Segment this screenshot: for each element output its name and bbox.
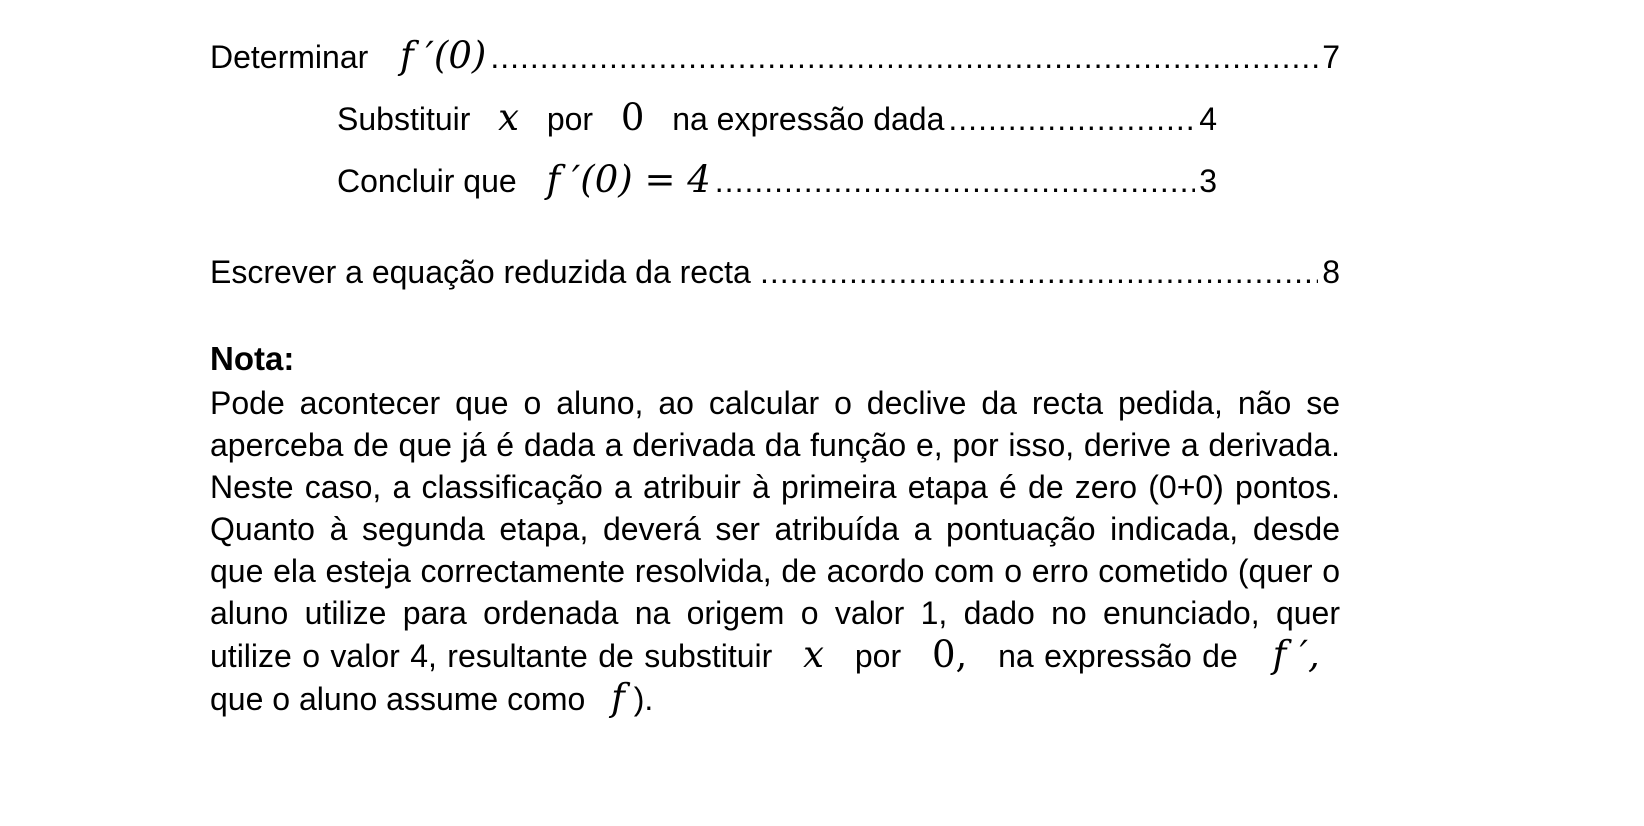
criterion-label (337, 96, 944, 139)
math-f: f (611, 676, 625, 719)
criterion-label (210, 34, 486, 77)
criterion-points: 8 (1322, 254, 1340, 290)
criterion-label (337, 158, 711, 201)
note-heading: Nota: (210, 340, 295, 377)
dot-leader (948, 101, 1195, 138)
note-text: Pode acontecer que o aluno, ao calcular o declive da recta pedida, não se aperceba de que já é dada a derivada da função e, por isso, derive a derivada. Neste caso, a classificação a atribuir à primeira etapa é de zero (0+0) pontos. Quanto à segunda etapa, deverá ser atribuída a pontuação indicada, desde que ela esteja correctamente resolvida, de acordo com o erro cometido (quer o aluno utilize para ordenada na origem o valor 1, dado no enunciado, quer utilize o valor 4, resultante de substituir (210, 385, 1340, 674)
dot-leader (715, 163, 1195, 200)
dot-leader (760, 254, 1318, 291)
criterion-text: Concluir que (337, 163, 517, 199)
math-zero: 0 (620, 96, 645, 139)
criterion-conclude (337, 158, 1217, 201)
note-text: ). (633, 681, 654, 717)
note-text: que o aluno assume como (210, 681, 586, 717)
criterion-text: na expressão dada (672, 101, 945, 137)
math-var-x: x (803, 633, 824, 676)
criterion-text: Determinar (210, 39, 369, 75)
dot-leader (490, 39, 1318, 76)
criterion-points: 3 (1199, 163, 1217, 199)
math-fprime-equals-4: f ′(0) = 4 (546, 158, 711, 201)
note-text: na expressão de (998, 638, 1238, 674)
math-fprime: f ′, (1272, 633, 1320, 676)
criterion-line-equation (210, 254, 1340, 291)
criterion-label: Escrever a equação reduzida da recta (210, 254, 751, 290)
math-fprime-zero: f ′(0) (400, 34, 487, 77)
criterion-points: 4 (1199, 101, 1217, 137)
note-text: por (854, 638, 902, 674)
math-var-x: x (498, 96, 520, 139)
note-paragraph (210, 382, 1340, 720)
criterion-determine-fprime0 (210, 34, 1340, 77)
math-zero: 0, (931, 633, 968, 676)
criterion-text: por (546, 101, 594, 137)
criterion-points: 7 (1322, 39, 1340, 75)
criterion-substitute-x (337, 96, 1217, 139)
criterion-text: Substituir (337, 101, 471, 137)
